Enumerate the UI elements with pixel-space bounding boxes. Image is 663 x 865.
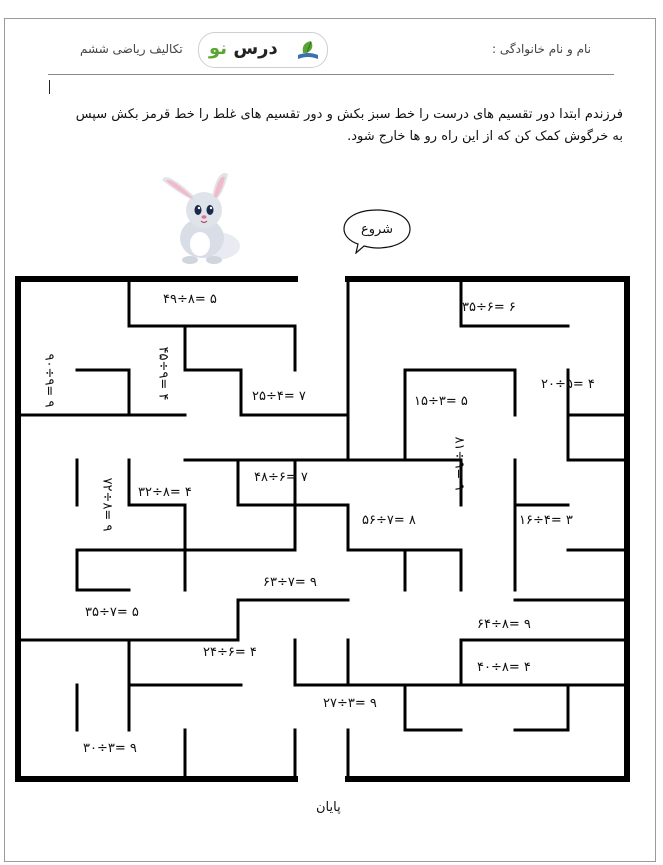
equation-24-6[interactable]: ۴ =۶÷۲۴ [203, 645, 257, 660]
equation-81-9[interactable]: ۹ =۹÷۸۱ [451, 436, 467, 491]
equation-72-8[interactable]: ۹ =۸÷۷۲ [99, 477, 115, 532]
equation-35-6[interactable]: ۶ =۶÷۳۵ [462, 300, 516, 315]
equation-45-9[interactable]: ۴ =۹÷۴۵ [155, 346, 171, 401]
equation-15-3[interactable]: ۵ =۳÷۱۵ [414, 394, 468, 409]
equation-16-4[interactable]: ۳ =۴÷۱۶ [519, 513, 573, 528]
equation-25-4[interactable]: ۷ =۴÷۲۵ [252, 389, 306, 404]
name-field-label: نام و نام خانوادگی : [492, 42, 591, 56]
logo-word-no: نو [209, 38, 228, 59]
equation-56-7[interactable]: ۸ =۷÷۵۶ [362, 513, 416, 528]
start-label: شروع [360, 222, 394, 237]
instruction-line-1: فرزندم ابتدا دور تقسیم های درست را خط سبز بکش و دور تقسیم های غلط را خط قرمز بکش سپس [75, 107, 623, 122]
equation-27-3[interactable]: ۹ =۳÷۲۷ [323, 696, 377, 711]
equation-90-9[interactable]: ۹ =۹÷۹۰ [41, 353, 57, 408]
equation-49-8[interactable]: ۵ =۸÷۴۹ [163, 292, 217, 307]
equation-35-7[interactable]: ۵ =۷÷۳۵ [85, 605, 139, 620]
equation-32-8[interactable]: ۴ =۸÷۳۲ [138, 485, 192, 500]
course-title: تکالیف ریاضی ششم [80, 42, 183, 56]
logo-word-dars: درس [233, 38, 278, 59]
equation-64-8[interactable]: ۹ =۸÷۶۴ [477, 617, 531, 632]
equation-48-6[interactable]: ۷ =۶÷۴۸ [254, 470, 308, 485]
end-label: پایان [316, 800, 341, 815]
equation-30-3[interactable]: ۹ =۳÷۳۰ [83, 741, 137, 756]
equation-40-8[interactable]: ۴ =۸÷۴۰ [477, 660, 531, 675]
equation-20-5[interactable]: ۴ =۵÷۲۰ [541, 377, 595, 392]
equation-63-7[interactable]: ۹ =۷÷۶۳ [263, 575, 317, 590]
instruction-line-2: به خرگوش کمک کن که از این راه رو ها خارج شود. [347, 129, 623, 144]
